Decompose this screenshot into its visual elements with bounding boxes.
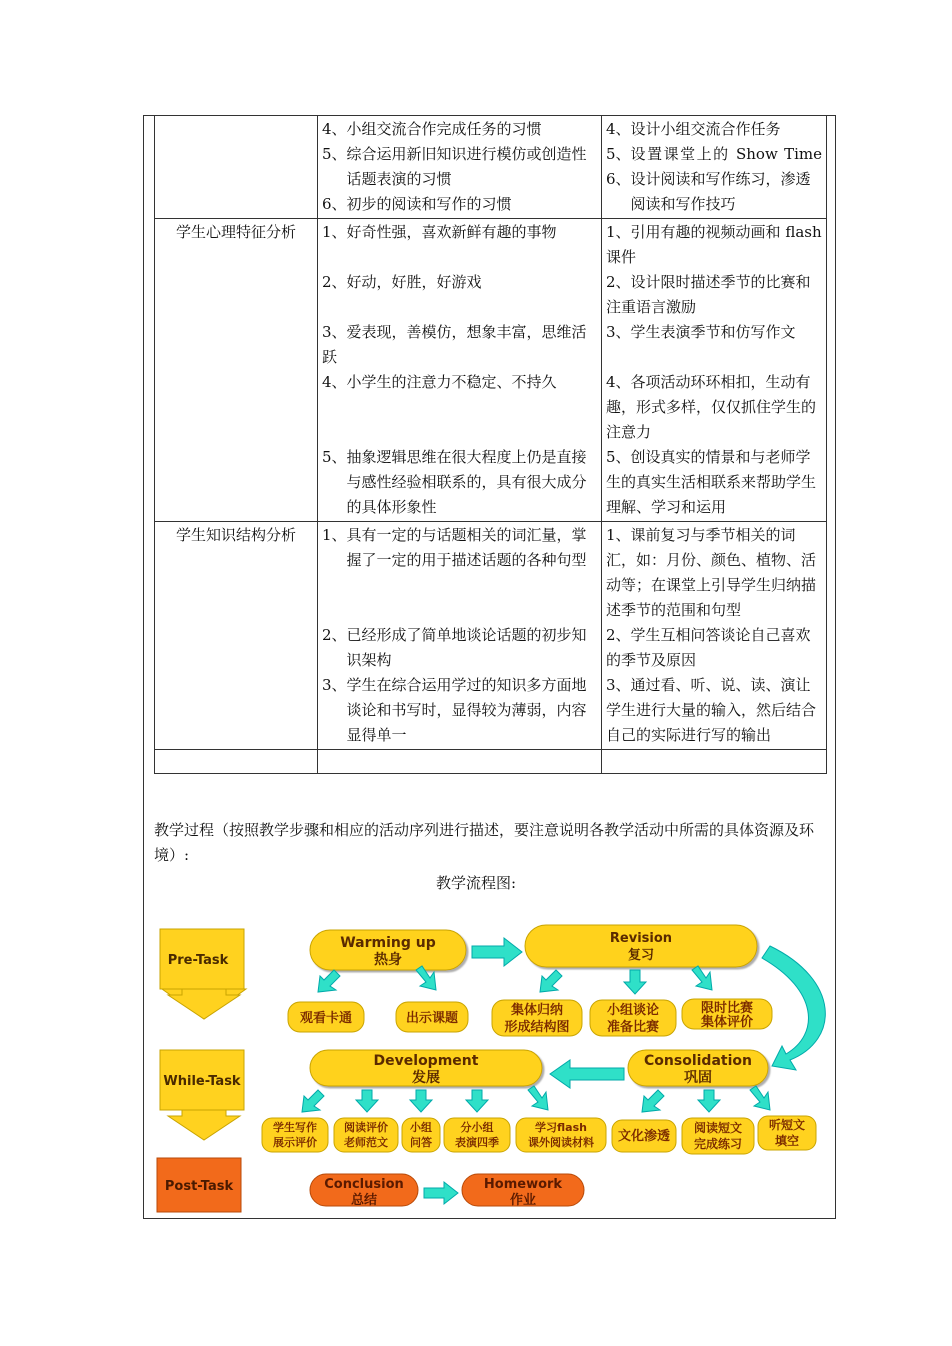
- while-item-line: 展示评价: [273, 1136, 317, 1149]
- list-item: 2、学生互相问答谈论自己喜欢的季节及原因: [606, 626, 811, 669]
- while-item-line: 文化渗透: [617, 1129, 671, 1144]
- process-intro: 教学过程（按照教学步骤和相应的活动序列进行描述，要注意说明各教学活动中所需的具体资源及环境）:: [154, 821, 815, 864]
- while-item-line: 老师范文: [344, 1136, 388, 1149]
- pre-task-stage: [160, 929, 246, 1019]
- while-item-line: 填空: [774, 1134, 800, 1148]
- list-item: 3、学生表演季节和仿写作文: [606, 323, 796, 341]
- warming-up-en: Warming up: [340, 935, 436, 951]
- list-item: 1、好奇性强，喜欢新鲜有趣的事物: [322, 223, 557, 241]
- development-en: Development: [373, 1053, 479, 1069]
- pre-item-line: 准备比赛: [606, 1020, 660, 1035]
- pre-item-line: 集体归纳: [510, 1003, 564, 1018]
- homework-cn: 作业: [509, 1193, 537, 1208]
- list-item: 5、 设置课堂上的 Show Time: [606, 145, 822, 163]
- list-item: 6、 初步的阅读和写作的习惯: [322, 195, 512, 213]
- while-item-line: 课外阅读材料: [528, 1136, 594, 1149]
- list-item: 1、课前复习与季节相关的词汇，如：月份、颜色、植物、活动等；在课堂上引导学生归纳描述季节的范围和句型: [606, 526, 817, 619]
- homework-en: Homework: [483, 1177, 563, 1192]
- development-cn: 发展: [412, 1070, 440, 1086]
- while-item-line: 问答: [410, 1136, 432, 1149]
- while-item-line: 阅读评价: [344, 1121, 388, 1134]
- list-item: 5、创设真实的情景和与老师学生的真实生活相联系来帮助学生理解、学习和运用: [606, 448, 817, 516]
- list-item: 4、 设计小组交流合作任务: [606, 120, 781, 138]
- list-item: 3、 学生在综合运用学过的知识多方面地谈论和书写时，显得较为薄弱，内容显得单一: [322, 676, 587, 744]
- small-arrows: [302, 1086, 770, 1112]
- pre-item-line: 限时比赛: [700, 1001, 754, 1016]
- pre-item: 出示课题: [405, 1011, 459, 1026]
- flowchart-title: 教学流程图:: [435, 874, 517, 892]
- conclusion-en: Conclusion: [324, 1177, 404, 1192]
- post-task-stage: [157, 1158, 241, 1212]
- stage-label: Pre-Task: [167, 953, 229, 968]
- list-item: 3、爱表现，善模仿，想象丰富，思维活跃: [322, 323, 587, 366]
- list-item: 2、设计限时描述季节的比赛和注重语言激励: [606, 273, 811, 316]
- list-item: 1、引用有趣的视频动画和 flash 课件: [606, 223, 822, 266]
- stage-label: Post-Task: [164, 1179, 234, 1194]
- while-item-line: 听短文: [768, 1118, 806, 1132]
- while-item-line: 分小组: [460, 1121, 494, 1134]
- consolidation-cn: 巩固: [684, 1070, 712, 1086]
- consolidation-en: Consolidation: [644, 1053, 752, 1069]
- pre-item: 观看卡通: [299, 1011, 353, 1026]
- list-item: 4、小学生的注意力不稳定、不持久: [322, 373, 557, 391]
- list-item: 2、好动，好胜，好游戏: [322, 273, 482, 291]
- row-label: 学生知识结构分析: [155, 522, 318, 750]
- revision-en: Revision: [609, 931, 673, 946]
- list-item: 4、 小组交流合作完成任务的习惯: [322, 120, 542, 138]
- while-item-line: 表演四季: [455, 1136, 499, 1149]
- pre-item-line: 集体评价: [700, 1015, 754, 1030]
- list-item: 4、各项活动环环相扣，生动有趣，形式多样，仅仅抓住学生的注意力: [606, 373, 817, 441]
- while-item-line: 学生写作: [273, 1121, 317, 1134]
- list-item: 3、通过看、听、说、读、演让学生进行大量的输入，然后结合自己的实际进行写的输出: [606, 676, 817, 744]
- stage-label: While-Task: [163, 1074, 241, 1089]
- while-item-line: 小组: [410, 1121, 432, 1134]
- while-task-stage: [160, 1050, 244, 1140]
- list-item: 1、 具有一定的与话题相关的词汇量，掌握了一定的用于描述话题的各种句型: [322, 526, 587, 569]
- row-label: 学生心理特征分析: [155, 219, 318, 522]
- arrow-right: [472, 938, 522, 966]
- arrow-left: [550, 1060, 624, 1088]
- pre-item-line: 小组谈论: [606, 1003, 660, 1018]
- warming-up-cn: 热身: [374, 952, 402, 968]
- list-item: 6、 设计阅读和写作练习，渗透阅读和写作技巧: [606, 170, 811, 213]
- pre-item-line: 形成结构图: [504, 1020, 570, 1035]
- while-item-line: 学习flash: [535, 1121, 587, 1134]
- list-item: 5、 综合运用新旧知识进行模仿或创造性话题表演的习惯: [322, 145, 587, 188]
- list-item: 2、 已经形成了简单地谈论话题的初步知识架构: [322, 626, 587, 669]
- while-item-line: 阅读短文: [693, 1121, 743, 1135]
- conclusion-cn: 总结: [350, 1193, 378, 1208]
- arrow-right: [424, 1182, 458, 1204]
- revision-cn: 复习: [627, 948, 655, 963]
- list-item: 5、 抽象逻辑思维在很大程度上仍是直接与感性经验相联系的，具有很大成分的具体形象性: [322, 448, 587, 516]
- while-item-line: 完成练习: [693, 1137, 743, 1151]
